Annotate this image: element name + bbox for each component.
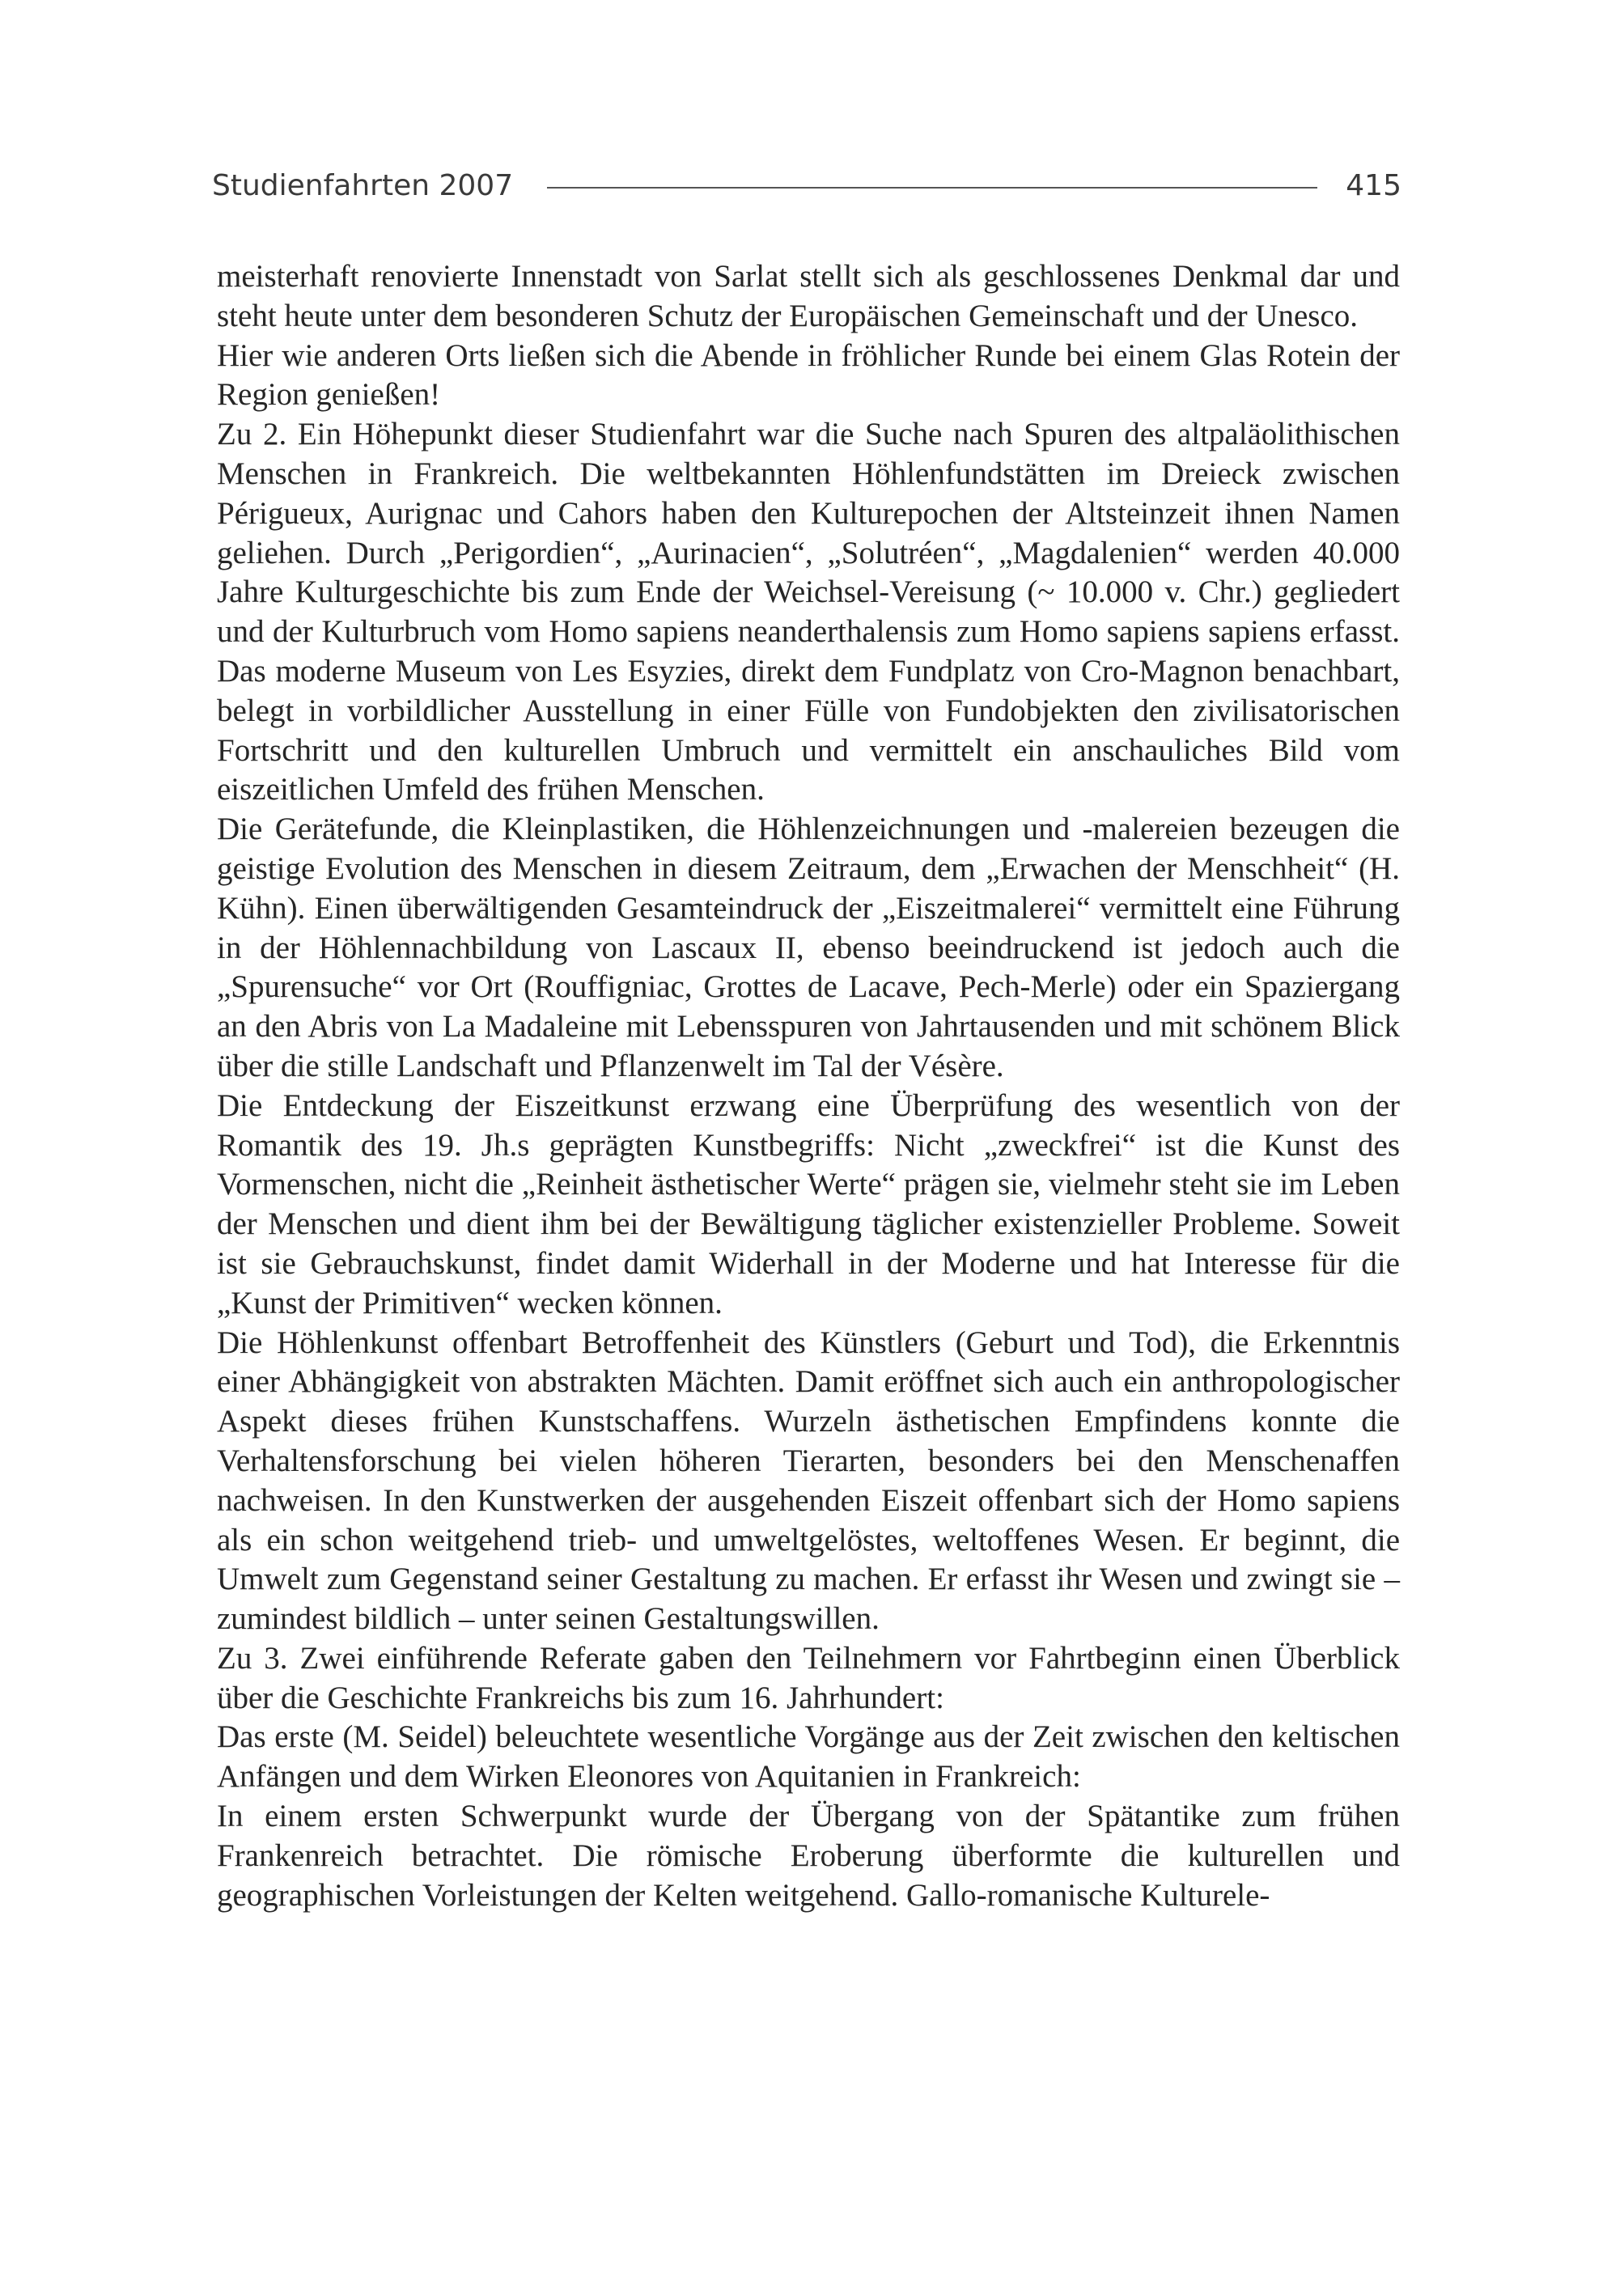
paragraph: Hier wie anderen Orts ließen sich die Abende in fröhlicher Runde bei einem Glas Rotein der Region genießen!	[217, 337, 1400, 413]
paragraph: In einem ersten Schwerpunkt wurde der Übergang von der Spätantike zum frühen Frankenreich betrachtet. Die römische Eroberung überformte die kulturellen und geographischen Vorleistungen der Kelten weitgehend. Gallo-romanische Kulturele-	[217, 1799, 1400, 1913]
paragraph: Die Höhlenkunst offenbart Betroffenheit des Künstlers (Geburt und Tod), die Erkenntnis einer Abhängigkeit von abstrakten Mächten. Damit eröffnet sich auch ein anthropologischer Aspekt dieses frühen Kunstschaffens. Wurzeln ästhetischen Empfindens konnte die Verhaltensforschung bei vielen höheren Tierarten, besonders bei den Menschenaffen nachweisen. In den Kunstwerken der ausgehenden Eiszeit offenbart sich der Homo sapiens als ein schon weitgehend trieb- und umweltgelöstes, weltoffenes Wesen. Er beginnt, die Umwelt zum Gegenstand seiner Gestaltung zu machen. Er erfasst ihr Wesen und zwingt sie – zumindest bildlich – unter seinen Gestaltungswillen.	[217, 1325, 1400, 1637]
page-number: 415	[1346, 169, 1401, 202]
paragraph: Das erste (M. Seidel) beleuchtete wesentliche Vorgänge aus der Zeit zwischen den keltischen Anfängen und dem Wirken Eleonores von Aquitanien in Frankreich:	[217, 1719, 1400, 1795]
paragraph: Die Entdeckung der Eiszeitkunst erzwang eine Überprüfung des wesentlich von der Romantik des 19. Jh.s geprägten Kunstbegriffs: Nicht „zweckfrei“ ist die Kunst des Vormenschen, nicht die „Reinheit ästhetischer Werte“ prägen sie, vielmehr steht sie im Leben der Menschen und dient ihm bei der Bewältigung täglicher existenzieller Probleme. Soweit ist sie Gebrauchskunst, findet damit Widerhall in der Moderne und hat Interesse für die „Kunst der Primitiven“ wecken können.	[217, 1087, 1400, 1320]
paragraph: Zu 2. Ein Höhepunkt dieser Studienfahrt war die Suche nach Spuren des altpaläolithischen Menschen in Frankreich. Die weltbekannten Höhlenfundstätten im Dreieck zwischen Périgueux, Aurignac und Cahors haben den Kulturepochen der Altsteinzeit ihnen Namen geliehen. Durch „Perigordien“, „Aurinacien“, „Solutréen“, „Magdalenien“ werden 40.000 Jahre Kulturgeschichte bis zum Ende der Weichsel-Vereisung (~ 10.000 v. Chr.) gegliedert und der Kulturbruch vom Homo sapiens neanderthalensis zum Homo sapiens sapiens erfasst. Das moderne Museum von Les Esyzies, direkt dem Fundplatz von Cro-Magnon benachbart, belegt in vorbildlicher Ausstellung in einer Fülle von Fundobjekten den zivilisatorischen Fortschritt und den kulturellen Umbruch und vermittelt ein anschauliches Bild vom eiszeitlichen Umfeld des frühen Menschen.	[217, 417, 1400, 807]
paragraph: Die Gerätefunde, die Kleinplastiken, die Höhlenzeichnungen und -malereien bezeugen die geistige Evolution des Menschen in diesem Zeitraum, dem „Erwachen der Menschheit“ (H. Kühn). Einen überwältigenden Gesamteindruck der „Eiszeitmalerei“ vermittelt eine Führung in der Höhlennachbildung von Lascaux II, ebenso beeindruckend ist jedoch auch die „Spurensuche“ vor Ort (Rouffigniac, Grottes de Lacave, Pech-Merle) oder ein Spaziergang an den Abris von La Madaleine mit Lebensspuren von Jahrtausenden und mit schönem Blick über die stille Landschaft und Pflanzenwelt im Tal der Vésère.	[217, 812, 1400, 1083]
paragraph: meisterhaft renovierte Innenstadt von Sarlat stellt sich als geschlossenes Denkmal dar und steht heute unter dem besonderen Schutz der Europäischen Gemeinschaft und der Unesco.	[217, 259, 1400, 333]
paragraph: Zu 3. Zwei einführende Referate gaben den Teilnehmern vor Fahrtbeginn einen Überblick über die Geschichte Frankreichs bis zum 16. Jahrhundert:	[217, 1640, 1400, 1715]
header-rule	[547, 187, 1317, 189]
body-text	[217, 257, 1400, 1915]
running-title: Studienfahrten 2007	[212, 169, 514, 202]
page-header	[212, 166, 1401, 206]
